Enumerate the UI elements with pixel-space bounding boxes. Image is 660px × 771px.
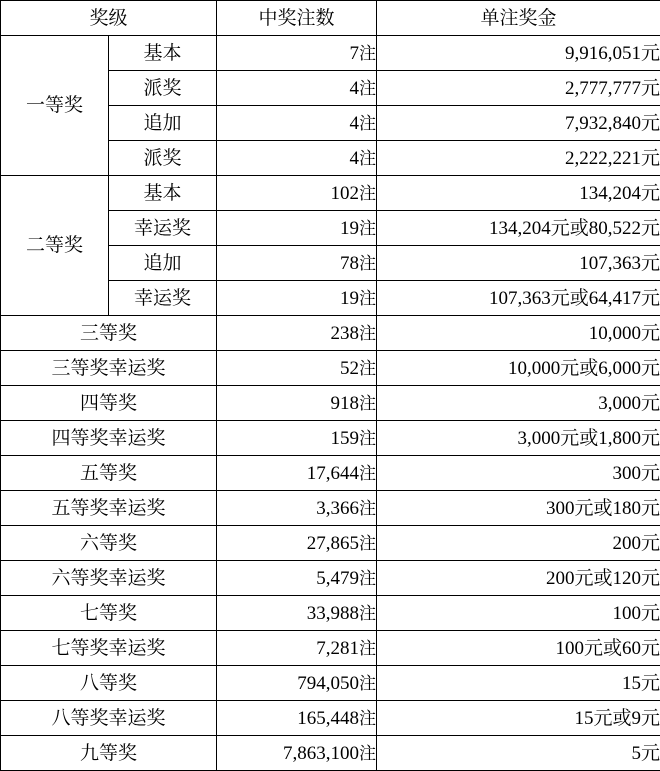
prize-amount: 5元 <box>377 736 660 771</box>
prize-amount: 300元 <box>377 456 660 491</box>
winning-count <box>217 246 377 281</box>
count-value: 17,644 <box>307 463 359 484</box>
count-unit: 注 <box>359 114 376 133</box>
table-row <box>1 561 660 596</box>
winning-count <box>217 316 377 351</box>
table-row <box>1 421 660 456</box>
table-row <box>1 631 660 666</box>
winning-count <box>217 701 377 736</box>
count-value: 7 <box>350 43 360 64</box>
count-unit: 注 <box>359 359 376 378</box>
table-row <box>1 666 660 701</box>
prize-amount: 10,000元或6,000元 <box>377 351 660 386</box>
column-header-count: 中奖注数 <box>217 1 377 36</box>
winning-count <box>217 351 377 386</box>
winning-count <box>217 141 377 176</box>
prize-level: 九等奖 <box>1 736 217 771</box>
prize-level: 四等奖 <box>1 386 217 421</box>
prize-level: 七等奖幸运奖 <box>1 631 217 666</box>
prize-level: 三等奖 <box>1 316 217 351</box>
prize-level: 四等奖幸运奖 <box>1 421 217 456</box>
winning-count <box>217 596 377 631</box>
prize-amount: 200元 <box>377 526 660 561</box>
count-unit: 注 <box>359 709 376 728</box>
winning-count <box>217 456 377 491</box>
count-value: 3,366 <box>316 498 359 519</box>
prize-subtype: 追加 <box>109 106 217 141</box>
table-row <box>1 386 660 421</box>
count-unit: 注 <box>359 149 376 168</box>
count-value: 794,050 <box>297 673 359 694</box>
prize-amount: 9,916,051元 <box>377 36 660 71</box>
prize-level: 七等奖 <box>1 596 217 631</box>
prize-level: 三等奖幸运奖 <box>1 351 217 386</box>
winning-count <box>217 71 377 106</box>
prize-level: 八等奖幸运奖 <box>1 701 217 736</box>
count-unit: 注 <box>359 219 376 238</box>
count-value: 4 <box>350 113 360 134</box>
prize-level: 八等奖 <box>1 666 217 701</box>
prize-amount: 15元或9元 <box>377 701 660 736</box>
table-row <box>1 456 660 491</box>
count-unit: 注 <box>359 254 376 273</box>
count-unit: 注 <box>359 429 376 448</box>
prize-subtype: 幸运奖 <box>109 211 217 246</box>
winning-count <box>217 106 377 141</box>
count-value: 238 <box>331 323 360 344</box>
count-value: 918 <box>331 393 360 414</box>
prize-amount: 100元 <box>377 596 660 631</box>
count-value: 78 <box>340 253 359 274</box>
count-value: 4 <box>350 78 360 99</box>
prize-amount: 15元 <box>377 666 660 701</box>
table-row <box>1 701 660 736</box>
count-unit: 注 <box>359 289 376 308</box>
winning-count <box>217 36 377 71</box>
count-unit: 注 <box>359 44 376 63</box>
count-unit: 注 <box>359 744 376 763</box>
count-unit: 注 <box>359 639 376 658</box>
prize-amount: 3,000元 <box>377 386 660 421</box>
winning-count <box>217 491 377 526</box>
winning-count <box>217 631 377 666</box>
prize-amount: 10,000元 <box>377 316 660 351</box>
prize-subtype: 派奖 <box>109 141 217 176</box>
table-header-row <box>1 1 660 36</box>
count-unit: 注 <box>359 324 376 343</box>
prize-amount: 300元或180元 <box>377 491 660 526</box>
prize-subtype: 追加 <box>109 246 217 281</box>
count-value: 5,479 <box>316 568 359 589</box>
winning-count <box>217 211 377 246</box>
prize-amount: 134,204元 <box>377 176 660 211</box>
prize-amount: 2,777,777元 <box>377 71 660 106</box>
prize-level: 五等奖幸运奖 <box>1 491 217 526</box>
prize-amount: 3,000元或1,800元 <box>377 421 660 456</box>
winning-count <box>217 561 377 596</box>
column-header-level: 奖级 <box>1 1 217 36</box>
table-row <box>1 176 660 211</box>
prize-subtype: 派奖 <box>109 71 217 106</box>
winning-count <box>217 176 377 211</box>
prize-amount: 200元或120元 <box>377 561 660 596</box>
winning-count <box>217 666 377 701</box>
prize-subtype: 基本 <box>109 36 217 71</box>
count-value: 7,863,100 <box>283 743 359 764</box>
table-row <box>1 316 660 351</box>
count-unit: 注 <box>359 674 376 693</box>
prize-amount: 107,363元或64,417元 <box>377 281 660 316</box>
count-unit: 注 <box>359 534 376 553</box>
prize-subtype: 基本 <box>109 176 217 211</box>
winning-count <box>217 386 377 421</box>
count-value: 27,865 <box>307 533 359 554</box>
count-value: 19 <box>340 218 359 239</box>
prize-amount: 2,222,221元 <box>377 141 660 176</box>
column-header-amount: 单注奖金 <box>377 1 660 36</box>
count-unit: 注 <box>359 464 376 483</box>
count-unit: 注 <box>359 604 376 623</box>
count-value: 7,281 <box>316 638 359 659</box>
winning-count <box>217 421 377 456</box>
table-row <box>1 491 660 526</box>
table-row <box>1 351 660 386</box>
prize-level: 一等奖 <box>1 36 109 176</box>
prize-amount: 134,204元或80,522元 <box>377 211 660 246</box>
count-value: 52 <box>340 358 359 379</box>
table-row <box>1 526 660 561</box>
count-unit: 注 <box>359 184 376 203</box>
count-value: 19 <box>340 288 359 309</box>
count-value: 33,988 <box>307 603 359 624</box>
prize-level: 二等奖 <box>1 176 109 316</box>
count-unit: 注 <box>359 569 376 588</box>
winning-count <box>217 736 377 771</box>
count-value: 165,448 <box>297 708 359 729</box>
count-unit: 注 <box>359 499 376 518</box>
prize-amount: 7,932,840元 <box>377 106 660 141</box>
prize-level: 五等奖 <box>1 456 217 491</box>
winning-count <box>217 281 377 316</box>
table-row <box>1 36 660 71</box>
count-value: 4 <box>350 148 360 169</box>
count-value: 102 <box>331 183 360 204</box>
count-value: 159 <box>331 428 360 449</box>
count-unit: 注 <box>359 394 376 413</box>
count-unit: 注 <box>359 79 376 98</box>
prize-level: 六等奖 <box>1 526 217 561</box>
winning-count <box>217 526 377 561</box>
prize-amount: 100元或60元 <box>377 631 660 666</box>
prize-amount: 107,363元 <box>377 246 660 281</box>
table-row <box>1 736 660 771</box>
prize-level: 六等奖幸运奖 <box>1 561 217 596</box>
prize-subtype: 幸运奖 <box>109 281 217 316</box>
table-row <box>1 596 660 631</box>
